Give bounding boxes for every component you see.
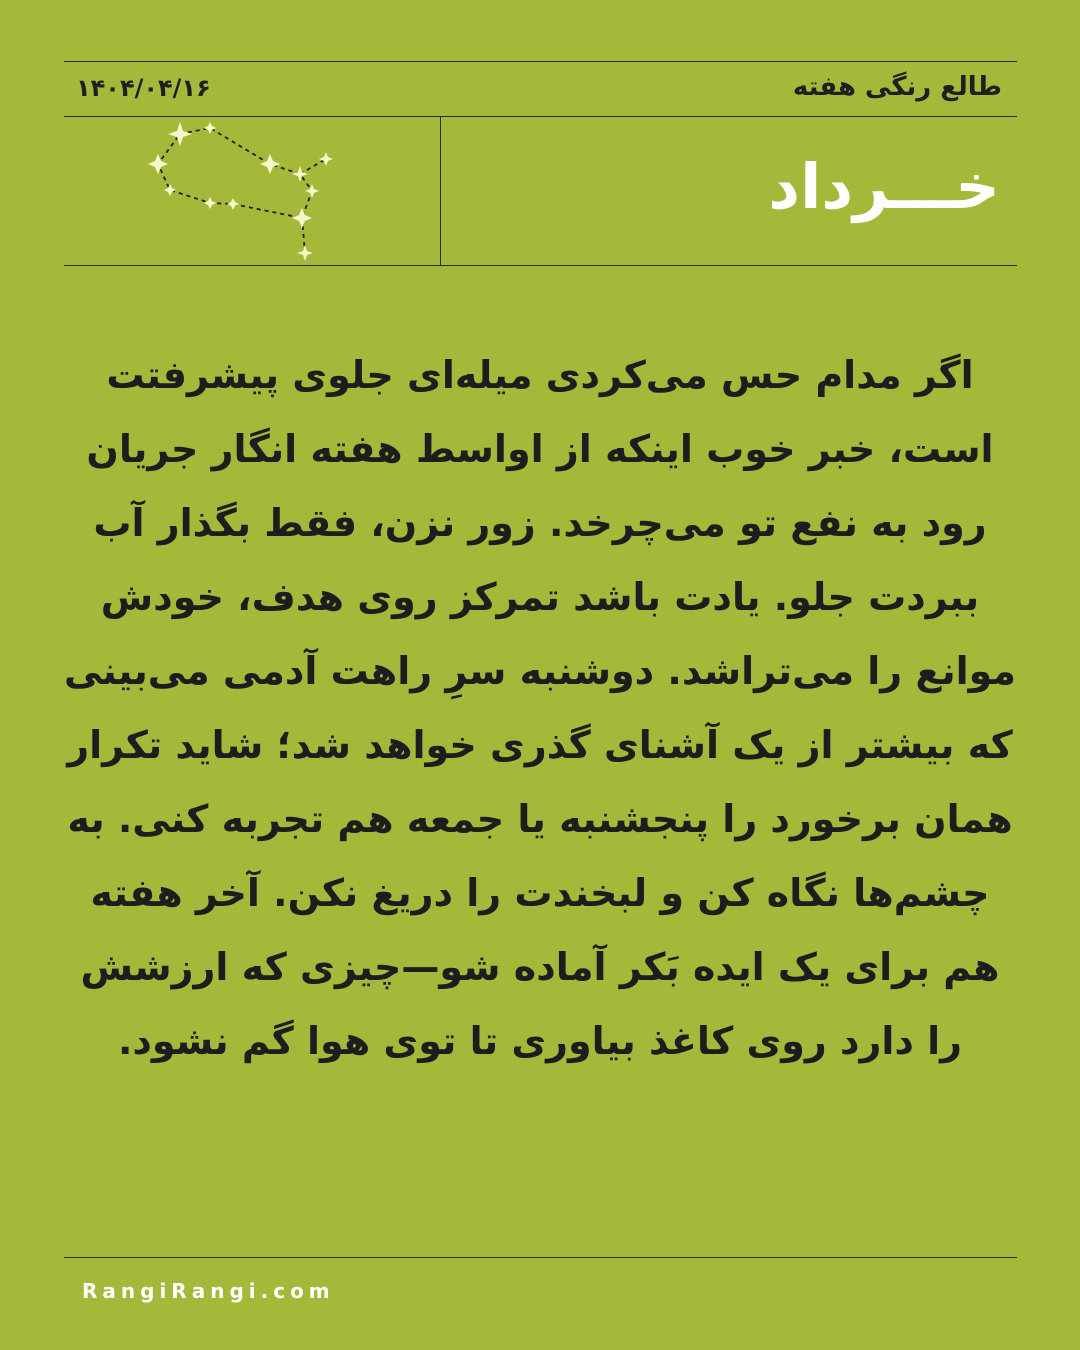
horoscope-text: اگر مدام حس می‌کردی میله‌ای جلوی پیشرفتت است، خبر خوب اینکه از اواسط هفته انگار جریان رود به نفع تو می‌چرخد. زور نزن، فقط بگذار آب ببردت جلو. یادت باشد تمرکز روی هدف، خودش موانع را می‌تراشد. دوشنبه سرِ راهت آدمی می‌بینی که بیشتر از یک آشنای گذری خواهد شد؛ شاید تکرار همان برخورد را پنجشنبه یا جمعه هم تجربه کنی. به چشم‌ها نگاه کن و لبخندت را دریغ نکن. آخر هفته هم برای یک ایده بَکر آماده شو—چیزی که ارزشش را دارد روی کاغذ بیاوری تا توی هوا گم نشود. <box>63 353 1017 1063</box>
top-rule <box>64 61 1017 62</box>
gemini-constellation-icon <box>140 118 350 263</box>
header-bottom-rule <box>64 116 1017 117</box>
date-label: ۱۴۰۴/۰۴/۱۶ <box>76 74 211 102</box>
site-url: RangiRangi.com <box>82 1279 335 1303</box>
footer-rule <box>64 1257 1017 1258</box>
month-name: خـــرداد <box>768 150 1000 223</box>
sign-divider <box>440 116 441 266</box>
series-title: طالع رنگی هفته <box>792 72 1002 102</box>
sign-bottom-rule <box>64 265 1017 266</box>
